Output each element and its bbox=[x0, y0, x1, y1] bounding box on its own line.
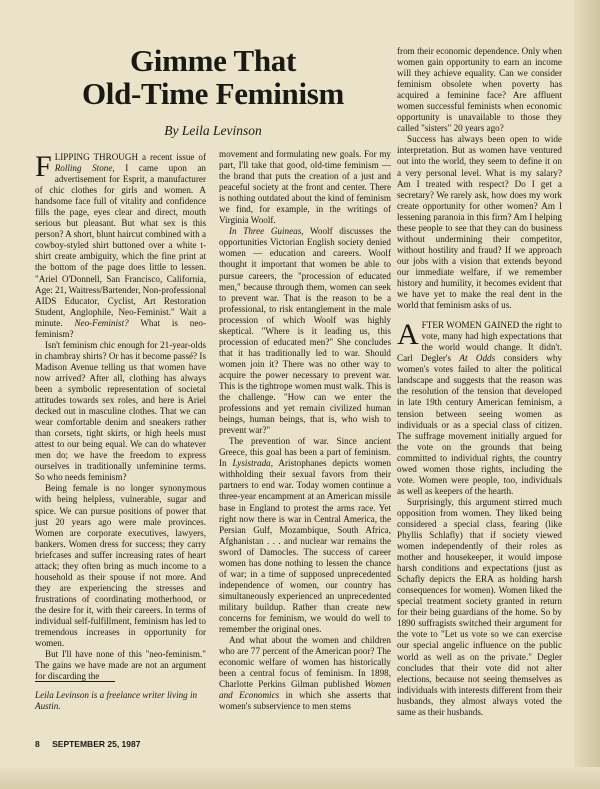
magazine-name: Rolling Stone bbox=[54, 163, 113, 174]
page-edge bbox=[574, 0, 600, 789]
paragraph: movement and formulating new goals. For my part, I'll take that good, old-time feminism — the brand that puts the creation of a just and peaceful society at the front and center. There is nothing outdated about the kind of feminism we find, for example, in the writings of Virginia Woolf. bbox=[219, 149, 391, 226]
drop-cap: F bbox=[35, 150, 52, 183]
paragraph: But I'll have none of this "neo-feminism." The gains we have made are not an argument for discarding the bbox=[35, 649, 206, 682]
page-number: 8 bbox=[35, 739, 40, 749]
drop-cap: A bbox=[397, 318, 419, 352]
author-note: Leila Levinson is a freelance writer living in Austin. bbox=[35, 690, 198, 711]
paragraph: Isn't feminism chic enough for 21-year-olds in chambray shirts? Or has it become passé? Is Madison Avenue telling us that women have now arrived? After all, clothing has always been a symbolic representation of societal attitudes towards sex roles, and here is Ariel decked out in masculine clothes. That we can wear comfortable denim and sneakers rather than corsets, tight skirts, or high heels must attest to our being equal. We can do whatever men do; we have the freedom to express ourselves in traditionally unfeminine terms. So who needs feminism? bbox=[35, 339, 206, 483]
article-title bbox=[35, 44, 391, 110]
column-1 bbox=[35, 152, 206, 682]
article-byline: By Leila Levinson bbox=[164, 123, 262, 138]
title-line-1: Gimme That bbox=[129, 43, 297, 78]
column-3 bbox=[397, 46, 562, 718]
paragraph: Surprisingly, this argument stirred much opposition from women. They liked being considered a special class, fearing (like Phyllis Schlafly) that if society viewed women independently of their roles as mother and housekeeper, it would impose harsh conditions and expectations (just as Schafly depicts the ERA as holding harsh consequences for women). Women liked the special treatment society granted in return for their being guardians of the home. So by 1890 suffragists switched their argument for the vote to "Let us vote so we can exercise our special angelic influence on the public world as well as on the private." Degler concludes that their vote did not alter elections, because not seeing themselves as individuals with interests different from their husbands, they almost always voted the same as their husbands. bbox=[397, 496, 562, 717]
paragraph: And what about the women and children who are 77 percent of the American poor? The economic welfare of women has historically been a central focus of feminism. In 1898, Charlotte Perkins Gilman published Women and Economics in which she asserts that women's subservience to men stems bbox=[219, 635, 391, 712]
paragraph: AFTER WOMEN GAINED the right to vote, many had high expectations that the world would change. It didn't. Carl Degler's At Odds considers why women's votes failed to alter the political landscape and suggests that the reason was the resolution of the tension that developed in late 19th century American feminism, a tension between seeing women as individuals or as a special class of citizen. The suffrage movement initially argued for the vote on the grounds that being committed to individual rights, the country owed women those rights, including the vote. Women were people, too, individuals as well as keepers of the hearth. bbox=[397, 318, 563, 496]
page-footer bbox=[35, 739, 140, 749]
paragraph: from their economic dependence. Only when women gain opportunity to earn an income will they achieve equality. Can we consider feminism obsolete when poverty has acquired a feminine face? Are affluent women successful feminists when economic opportunity is unavailable to those they called "sisters" 20 years ago? bbox=[397, 46, 562, 134]
column-2 bbox=[219, 149, 391, 712]
paragraph: Being female is no longer synonymous with being helpless, vulnerable, sugar and spice. We can pursue positions of power that just 20 years ago were male provinces. Women are corporate executives, lawyers, bankers. Women dress for success; they carry briefcases and suffer increasing rates of heart attack; they often bring as much income to a household as their spouse if not more. And they are experiencing the stresses and frustrations of coordinating motherhood, or the desire for it, with their careers. In terms of individual self-fulfillment, feminism has led to tremendous increases in opportunity for women. bbox=[35, 483, 206, 649]
paragraph: The prevention of war. Since ancient Greece, this goal has been a part of feminism. In Lysistrada, Aristophanes depicts women withholding their sexual favors from their partners to end war. Today women continue a three-year encampment at an American missile base in England to protest the arms race. Yet right now there is war in Central America, the Persian Gulf, Mozambique, South Africa, Afghanistan . . . and nuclear war remains the sword of Damocles. The success of career women has done nothing to lessen the chance of war; in a time of supposed unprecedented independence of women, our country has simultaneously experienced an unprecedented military buildup. Rather than create new concerns for feminism, we would do well to remember the original ones. bbox=[219, 436, 392, 635]
footnote-divider bbox=[35, 681, 115, 682]
title-line-2: Old-Time Feminism bbox=[81, 76, 345, 111]
paragraph: FLIPPING THROUGH a recent issue of Rolling Stone, I came upon an advertisement for Esprit, a manufacturer of chic clothes for girls and women. A handsome face full of vitality and confidence fills the page, eyes clear and direct, mouth serious but pleasant. But what sex is this person? A short, blunt haircut combined with a cowboy-styled shirt buttoned over a white t-shirt create ambiguity, which the fine print at the bottom of the page does little to lessen. "Ariel O'Donnell, San Francisco, California, Age: 21, Waitress/Bartender, Non-professional AIDS Educator, Cyclist, Art Restoration Student, Anglophile, Neo-Feminist." Wait a minute. Neo-Feminist? What is neo-feminism? bbox=[35, 150, 206, 339]
paragraph: In Three Guineas, Woolf discusses the opportunities Victorian English society denied women — education and careers. Woolf thought it important that women be able to pursue careers, the "procession of educated men," because through them, women can seek to prevent war. That is the reason to be a professional, to risk entanglement in the male procession of which Woolf was highly skeptical. "Where is it leading us, this procession of educated men?" She concludes that it has traditionally led to war. Should women join it? There was no other way to acquire the power necessary to prevent war. This is the tightrope women must walk. This is the challenge. "How can we enter the professions and yet remain civilized human beings, human beings, that is, who wish to prevent war?" bbox=[219, 226, 392, 436]
issue-date: SEPTEMBER 25, 1987 bbox=[52, 739, 141, 749]
paragraph: Success has always been open to wide interpretation. But as women have ventured out into the world, they seem to define it on a very personal level. What is my salary? Am I treated with respect? Do I get a secretary? We rarely ask, how does my work create opportunity for other women? Am I lessening paranoia in this firm? Am I helping these people to see that they can do business without undermining their competitor, without hostility and fraud? If we approach our jobs with a vision that extends beyond our immediate welfare, if we remember history and humility, it becomes evident that we have yet to make the real dent in the world that feminism asks of us. bbox=[397, 134, 562, 311]
page-bottom-edge bbox=[0, 767, 600, 789]
